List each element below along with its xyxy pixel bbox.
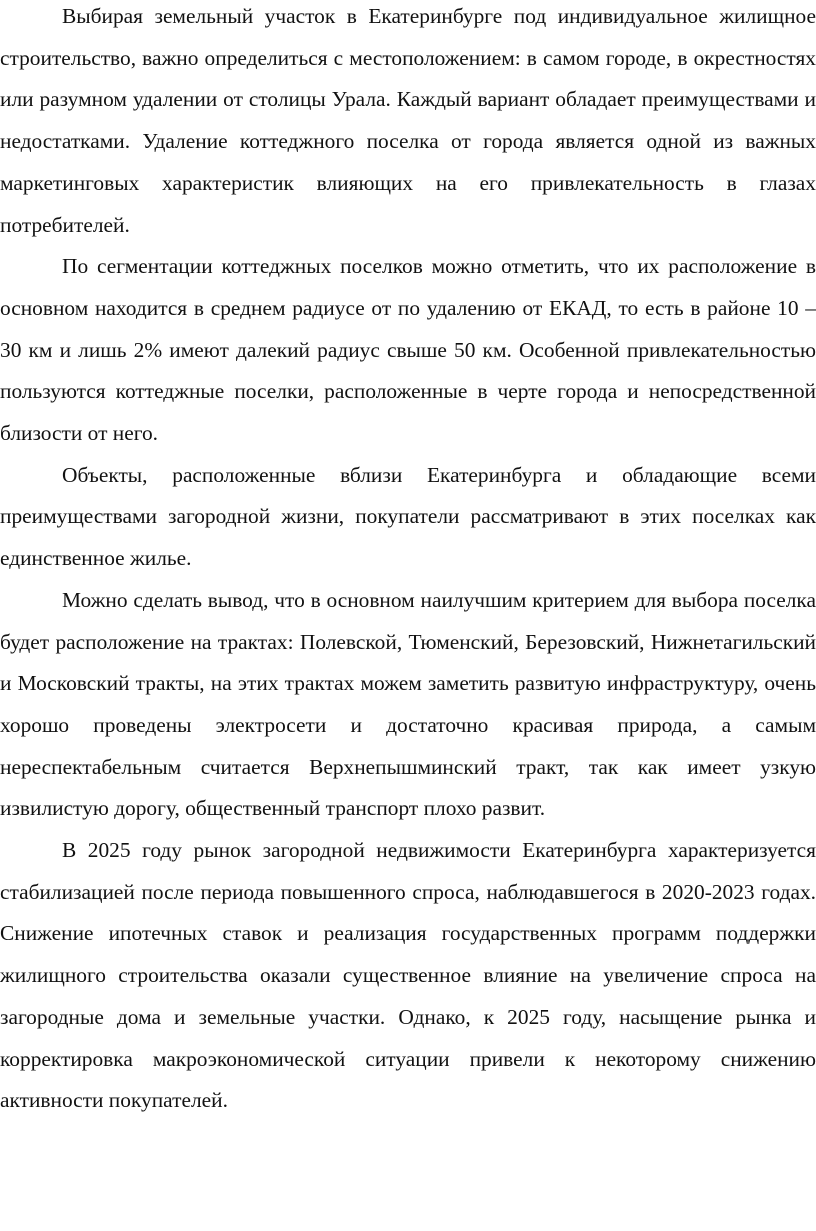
paragraph-1: Выбирая земельный участок в Екатеринбурге под индивидуальное жилищное строительство, важно определиться с местоположением: в самом городе, в окрестностях или разумном удалении от столицы Урала. Каждый вариант обладает преимуществами и недостатками. Удаление коттеджного поселка от города является одной из важных маркетинговых характеристик влияющих на его привлекательность в глазах потребителей.	[0, 4, 816, 237]
paragraph-5: В 2025 году рынок загородной недвижимости Екатеринбурга характеризуется стабилизацией после периода повышенного спроса, наблюдавшегося в 2020-2023 годах. Снижение ипотечных ставок и реализация государственных программ поддержки жилищного строительства оказали существенное влияние на увеличение спроса на загородные дома и земельные участки. Однако, к 2025 году, насыщение рынка и корректировка макроэкономической ситуации привели к некоторому снижению активности покупателей.	[0, 838, 816, 1113]
paragraph-4: Можно сделать вывод, что в основном наилучшим критерием для выбора поселка будет расположение на трактах: Полевской, Тюменский, Березовский, Нижнетагильский и Московский тракты, на этих трактах можем заметить развитую инфраструктуру, очень хорошо проведены электросети и достаточно красивая природа, а самым нереспектабельным считается Верхнепышминский тракт, так как имеет узкую извилистую дорогу, общественный транспорт плохо развит.	[0, 587, 816, 821]
paragraph-2: По сегментации коттеджных поселков можно отметить, что их расположение в основном находится в среднем радиусе от по удалению от ЕКАД, то есть в районе 10 – 30 км и лишь 2% имеют далекий радиус свыше 50 км. Особенной привлекательностью пользуются коттеджные поселки, расположенные в черте города и непосредственной близости от него.	[0, 254, 816, 446]
paragraph-3: Объекты, расположенные вблизи Екатеринбурга и обладающие всеми преимуществами загородной жизни, покупатели рассматривают в этих поселках как единственное жилье.	[0, 462, 816, 571]
